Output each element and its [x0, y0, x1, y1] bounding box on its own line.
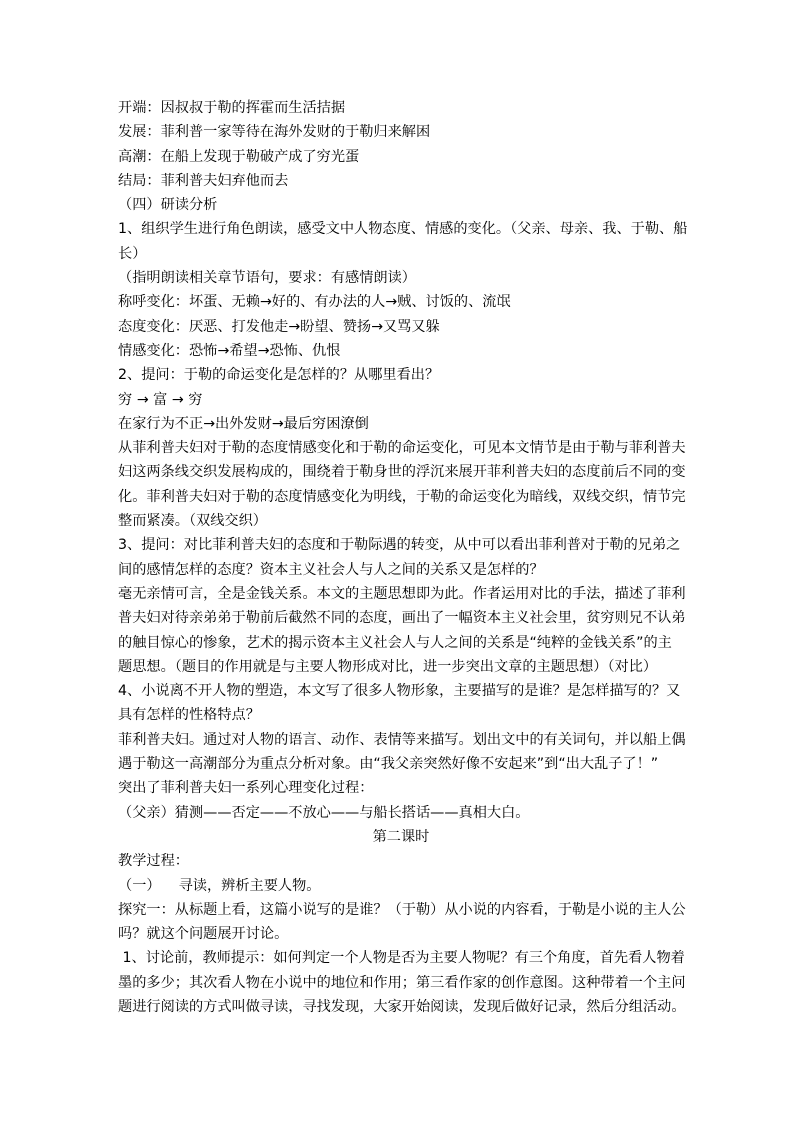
emotion-change-line: 情感变化：恐怖→希望→恐怖、仇恨 — [118, 342, 341, 359]
question-4-line-2: 具有怎样的性格特点？ — [118, 707, 260, 724]
document-page — [118, 96, 688, 1019]
answer-3-line-1: 毫无亲情可言，全是金钱关系。本文的主题思想即为此。作者运用对比的手法，描述了菲利 — [118, 585, 686, 602]
address-change-line: 称呼变化：坏蛋、无赖→好的、有办法的人→贼、讨饭的、流氓 — [118, 294, 511, 311]
answer-4-line-1: 菲利普夫妇。通过对人物的语言、动作、表情等来描写。划出文中的有关词句，并以船上偶 — [118, 731, 686, 748]
fate-detail: 在家行为不正→出外发财→最后穷困潦倒 — [118, 415, 369, 432]
reading-instruction: （指明朗读相关章节语句，要求：有感情朗读） — [118, 270, 416, 287]
section-heading-analysis: （四）研读分析 — [118, 197, 218, 214]
attitude-change-line: 态度变化：厌恶、打发他走→盼望、赞扬→又骂又躲 — [118, 318, 440, 335]
answer-4-line-2: 遇于勒这一高潮部分为重点分析对象。由“我父亲突然好像不安起来”到“出大乱子了！” — [118, 756, 659, 773]
inquiry-1-line-1: 探究一：从标题上看，这篇小说写的是谁？（于勒）从小说的内容看，于勒是小说的主人公 — [118, 901, 686, 918]
inquiry-1-line-2: 吗？就这个问题展开讨论。 — [118, 926, 289, 943]
question-3-line-1: 3、提问：对比菲利普夫妇的态度和于勒际遇的转变，从中可以看出菲利普对于勒的兄弟之 — [118, 537, 681, 554]
fate-summary: 穷 → 富 → 穷 — [118, 391, 203, 408]
answer-2-line-2: 妇这两条线交织发展构成的，围绕着于勒身世的浮沉来展开菲利普夫妇的态度前后不同的变 — [118, 464, 686, 481]
answer-3-line-4: 题思想。（题目的作用就是与主要人物形成对比，进一步突出文章的主题思想）（对比） — [118, 658, 658, 675]
question-4-line-1: 4、小说离不开人物的塑造，本文写了很多人物形象，主要描写的是谁？是怎样描写的？又 — [118, 683, 681, 700]
discussion-line-1: 1、讨论前，教师提示：如何判定一个人物是否为主要人物呢？有三个角度，首先看人物着 — [118, 950, 685, 967]
plot-climax-line: 高潮：在船上发现于勒破产成了穷光蛋 — [118, 148, 360, 165]
second-lesson-heading: 第二课时 — [372, 828, 430, 845]
plot-development-line: 发展：菲利普一家等待在海外发财的于勒归来解困 — [118, 124, 431, 141]
answer-2-line-3: 化。菲利普夫妇对于勒的态度情感变化为明线，于勒的命运变化为暗线，双线交织，情节完 — [118, 488, 686, 505]
question-1-line-1: 1、组织学生进行角色朗读，感受文中人物态度、情感的变化。（父亲、母亲、我、于勒、船 — [118, 221, 688, 238]
plot-ending-line: 结局：菲利普夫妇弃他而去 — [118, 172, 289, 189]
father-mental-process: （父亲）猜测——否定——不放心——与船长搭话——真相大白。 — [118, 804, 530, 821]
discussion-line-2: 墨的多少；其次看人物在小说中的地位和作用；第三看作家的创作意图。这种带着一个主问 — [118, 974, 686, 991]
question-2: 2、提问：于勒的命运变化是怎样的？从哪里看出？ — [118, 367, 440, 384]
answer-4-line-3: 突出了菲利普夫妇一系列心理变化过程： — [118, 780, 374, 797]
answer-2-line-1: 从菲利普夫妇对于勒的态度情感变化和于勒的命运变化，可见本文情节是由于勒与菲利普夫 — [118, 440, 686, 457]
answer-3-line-2: 普夫妇对待亲弟弟于勒前后截然不同的态度，画出了一幅资本主义社会里，贫穷则兄不认弟 — [118, 610, 686, 627]
step-1-heading: （一） 寻读，辨析主要人物。 — [118, 877, 321, 894]
answer-3-line-3: 的触目惊心的惨象，艺术的揭示资本主义社会人与人之间的关系是“纯粹的金钱关系”的主 — [118, 634, 672, 651]
question-3-line-2: 间的感情怎样的态度？资本主义社会人与人之间的关系又是怎样的？ — [118, 561, 544, 578]
discussion-line-3: 题进行阅读的方式叫做寻读，寻找发现，大家开始阅读，发现后做好记录，然后分组活动。 — [118, 998, 686, 1015]
teaching-process-heading: 教学过程： — [118, 853, 189, 870]
plot-beginning-line: 开端：因叔叔于勒的挥霍而生活拮据 — [118, 100, 346, 116]
question-1-line-2: 长） — [118, 245, 147, 262]
answer-2-line-4: 整而紧凑。（双线交织） — [118, 513, 267, 530]
